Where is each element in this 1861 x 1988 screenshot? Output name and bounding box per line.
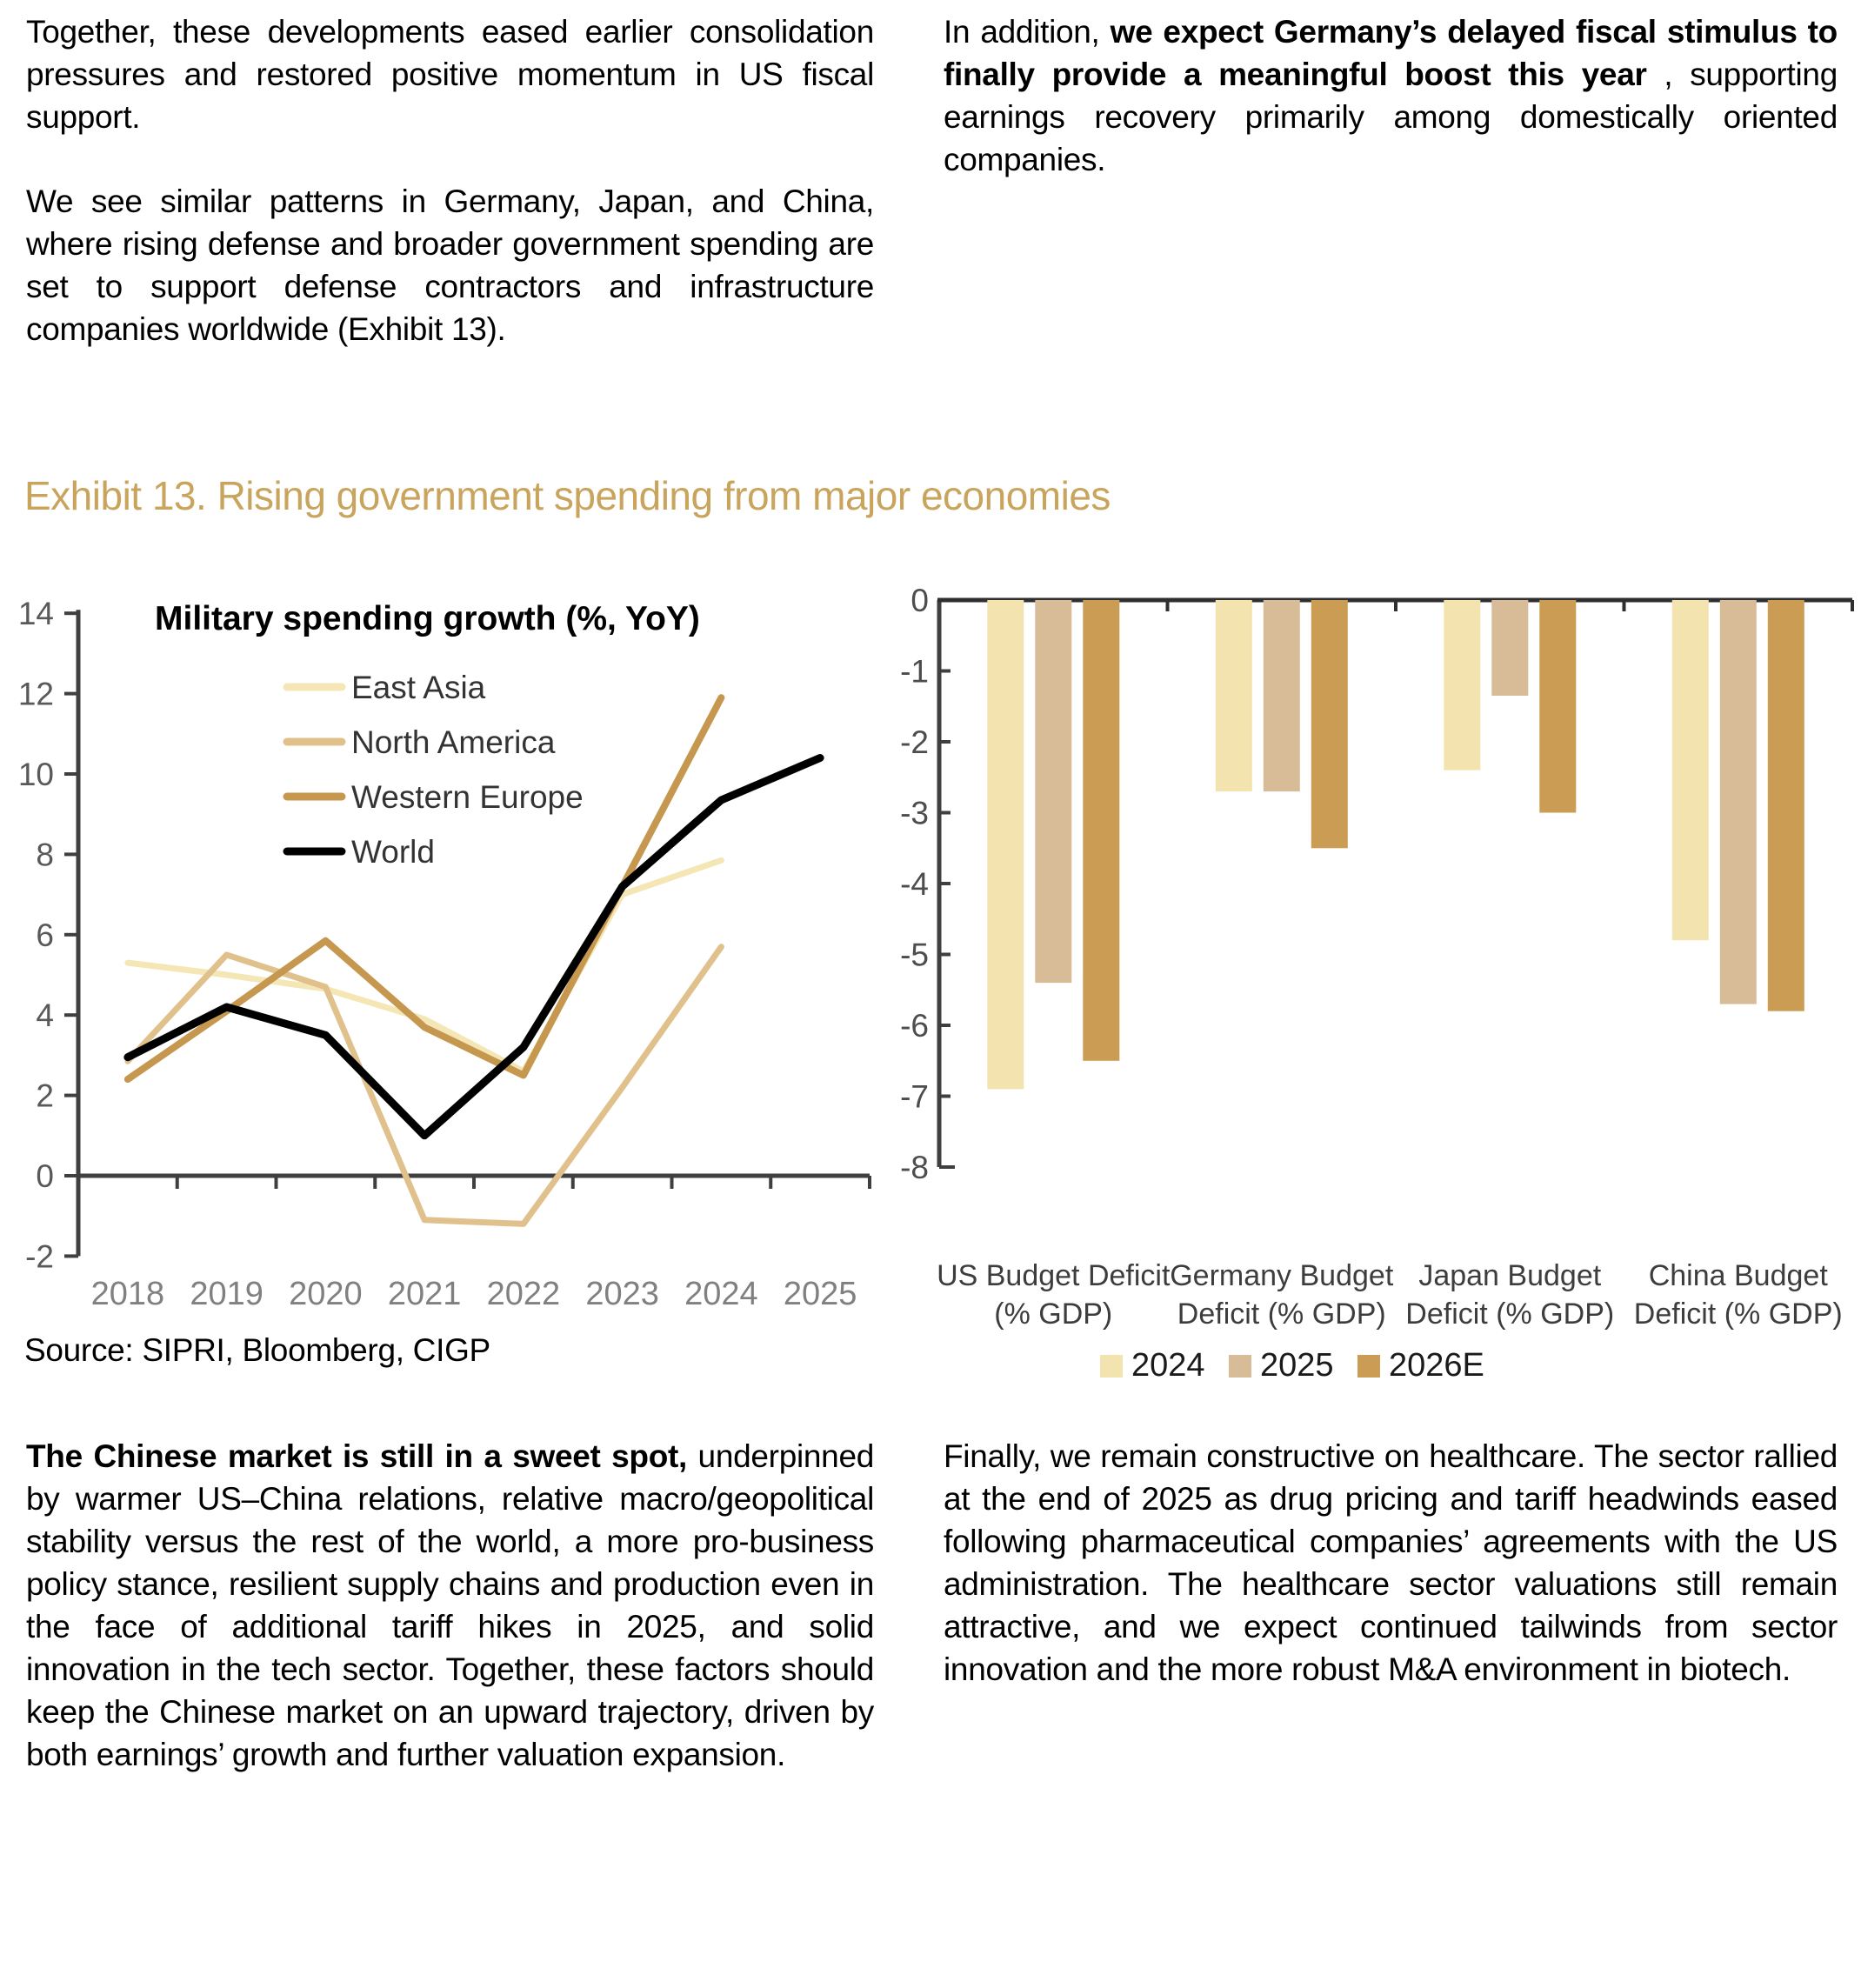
y-tick-label: -1 (900, 653, 929, 690)
legend-label-2026e: 2026E (1389, 1347, 1484, 1384)
y-tick-label: 10 (17, 757, 54, 792)
source-note: Source: SIPRI, Bloomberg, CIGP (24, 1332, 490, 1368)
category-label: Deficit (% GDP) (1405, 1298, 1615, 1331)
military-spending-line-chart (0, 557, 878, 1339)
line-chart-legend (287, 670, 584, 870)
legend-swatch-2024 (1100, 1355, 1123, 1378)
exhibit-title: Exhibit 13. Rising government spending from major economies (24, 473, 1111, 518)
top-right-column (944, 10, 1838, 223)
category-label: Germany Budget (1170, 1259, 1394, 1292)
paragraph-similar-patterns: We see similar patterns in Germany, Japan, and China, where rising defense and broader government spending are set to support defense contractors and infrastructure companies worldwide (Exhibit 13). (26, 183, 874, 347)
category-label: (% GDP) (994, 1298, 1113, 1331)
text-segment: underpinned by warmer US–China relations, relative macro/geopolitical stability versus the rest of the world, a more pro-business policy stance, resilient supply chains and production even in the face of additional tariff hikes in 2025, and solid innovation in the tech sector. Together, these factors should keep the Chinese market on an upward trajectory, driven by both earnings’ growth and further valuation expansion. (26, 1438, 874, 1772)
y-tick-label: -8 (900, 1150, 929, 1185)
y-tick-label: -5 (900, 937, 929, 973)
paragraph-fiscal-support: Together, these developments eased earlier consolidation pressures and restored positive momentum in US fiscal support. (26, 14, 874, 135)
y-tick-label: -7 (900, 1078, 929, 1115)
text-segment-bold: The Chinese market is still in a sweet spot, (26, 1438, 687, 1474)
y-tick-label: -6 (900, 1008, 929, 1044)
y-tick-label: -2 (900, 724, 929, 760)
bar-2026e-us-budget-deficit (1083, 600, 1119, 1061)
line-chart-plot (18, 596, 870, 1312)
legend-label-2024: 2024 (1131, 1347, 1205, 1384)
bar-2024-china-budget (1672, 600, 1709, 940)
legend-label-east-asia: East Asia (351, 670, 486, 705)
legend-swatch-2025 (1229, 1355, 1251, 1378)
y-tick-label: -3 (900, 795, 929, 831)
category-label: China Budget (1648, 1259, 1828, 1292)
bar-2024-japan-budget (1444, 600, 1480, 771)
x-tick-label: 2021 (387, 1276, 462, 1312)
legend-label-world: World (351, 834, 435, 870)
line-chart-title: Military spending growth (%, YoY) (155, 600, 700, 637)
category-label: US Budget Deficit (937, 1259, 1171, 1292)
y-tick-label: 4 (36, 997, 54, 1034)
x-tick-label: 2020 (289, 1276, 363, 1312)
y-tick-label: 12 (17, 676, 54, 712)
budget-deficit-bar-chart (878, 557, 1861, 1418)
y-tick-label: 2 (36, 1077, 54, 1114)
paragraph-germany-stimulus (944, 10, 1838, 181)
line-series-north-america (128, 947, 722, 1224)
x-tick-label: 2022 (486, 1276, 561, 1312)
bar-2026e-china-budget (1768, 600, 1804, 1011)
legend-label-north-america: North America (351, 724, 556, 760)
legend-label-2025: 2025 (1260, 1347, 1334, 1384)
y-tick-label: -2 (25, 1238, 54, 1275)
x-tick-label: 2018 (90, 1276, 165, 1312)
bar-2025-japan-budget (1491, 600, 1528, 696)
bottom-left-column (26, 1435, 874, 1818)
bar-2026e-japan-budget (1539, 600, 1576, 813)
legend-label-western-europe: Western Europe (351, 779, 584, 815)
bar-2024-us-budget-deficit (987, 600, 1024, 1089)
y-tick-label: 6 (36, 917, 54, 953)
paragraph-healthcare: Finally, we remain constructive on healthcare. The sector rallied at the end of 2025 as drug pricing and tariff headwinds eased following pharmaceutical companies’ agreements with the US administration. The healthcare sector valuations still remain attractive, and we expect continued tailwinds from sector innovation and the more robust M&A environment in biotech. (944, 1438, 1838, 1687)
bar-chart-legend (1100, 1347, 1484, 1384)
y-tick-label: 14 (17, 596, 54, 632)
bar-2025-germany-budget (1264, 600, 1300, 791)
top-left-column (26, 10, 874, 392)
bar-2025-us-budget-deficit (1035, 600, 1071, 983)
x-tick-label: 2023 (585, 1276, 659, 1312)
y-tick-label: 0 (910, 583, 929, 618)
x-tick-label: 2025 (783, 1276, 857, 1312)
category-label: Japan Budget (1418, 1259, 1602, 1292)
text-segment: In addition, (944, 14, 1111, 50)
bar-2026e-germany-budget (1311, 600, 1348, 848)
bar-2024-germany-budget (1216, 600, 1252, 791)
y-tick-label: 8 (36, 837, 54, 873)
bottom-right-column (944, 1435, 1838, 1732)
legend-swatch-2026e (1357, 1355, 1380, 1378)
category-label: Deficit (% GDP) (1633, 1298, 1843, 1331)
text-segment: , supporting earnings recovery primarily among domestically oriented companies. (944, 57, 1838, 177)
bar-2025-china-budget (1720, 600, 1757, 1004)
x-tick-label: 2024 (684, 1276, 758, 1312)
y-tick-label: -4 (900, 866, 929, 902)
paragraph-chinese-market (26, 1435, 874, 1776)
y-tick-label: 0 (36, 1158, 54, 1194)
category-label: Deficit (% GDP) (1177, 1298, 1386, 1331)
x-tick-label: 2019 (190, 1276, 263, 1312)
bar-chart-plot (900, 583, 1852, 1384)
text-segment-bold: we expect Germany’s delayed fiscal stimulus to finally provide a meaningful boost this year (944, 14, 1838, 92)
